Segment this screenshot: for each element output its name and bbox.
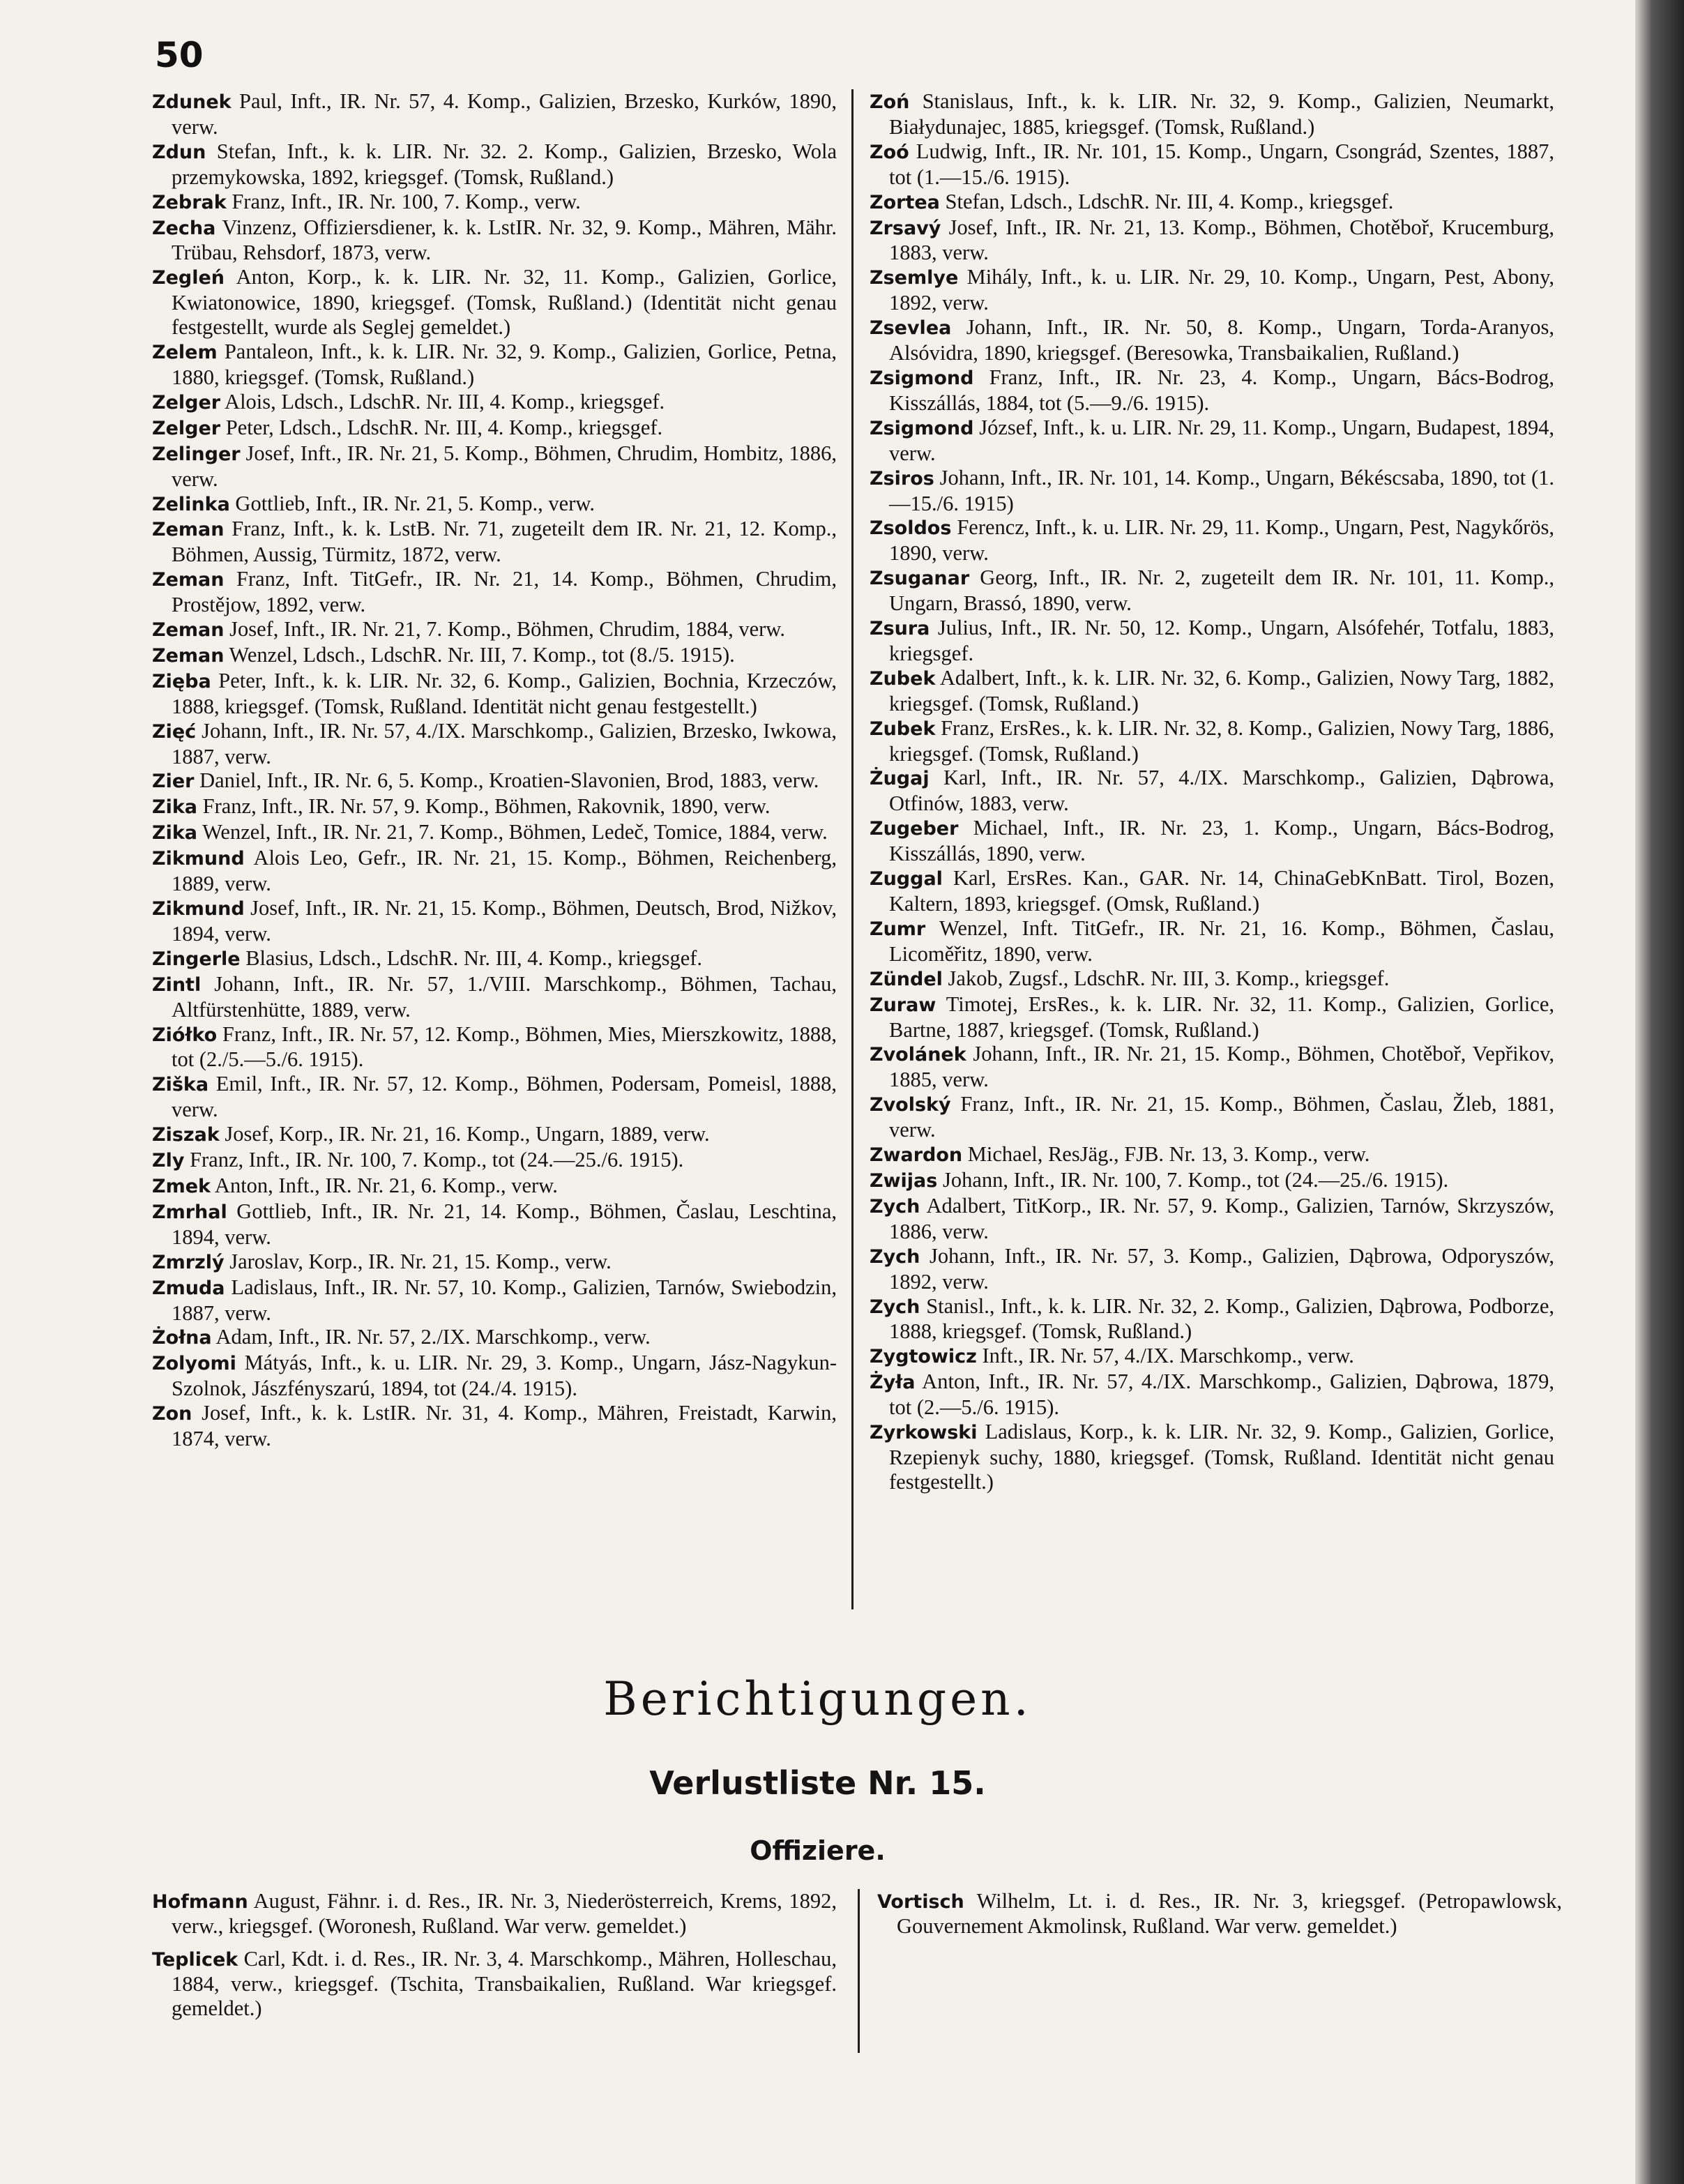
list-entry (152, 1122, 837, 1148)
entry-surname: Zingerle (152, 948, 241, 970)
entry-details: Johann, Inft., IR. Nr. 100, 7. Komp., tot (24.—25./6. 1915). (937, 1167, 1449, 1192)
entry-surname: Zwijas (870, 1169, 938, 1192)
entry-details: Timotej, ErsRes., k. k. LIR. Nr. 32, 11. Komp., Galizien, Gorlice, Bartne, 1887, kriegsgef. (Tomsk, Rußland.) (889, 992, 1554, 1042)
list-entry (152, 972, 837, 1022)
entry-surname: Żugaj (870, 768, 930, 790)
entry-surname: Zelger (152, 417, 221, 439)
entry-surname: Zyrkowski (870, 1422, 978, 1444)
entry-surname: Zikmund (152, 898, 245, 920)
entry-surname: Żyła (870, 1372, 916, 1394)
entry-surname: Zeman (152, 519, 225, 541)
page-number: 50 (155, 35, 204, 75)
list-entry (870, 916, 1554, 966)
corrections-left-column (152, 1889, 837, 2029)
list-entry (152, 492, 837, 517)
entry-surname: Zelinka (152, 493, 230, 515)
entry-details: Johann, Inft., IR. Nr. 101, 14. Komp., Ungarn, Békéscsaba, 1890, tot (1.—15./6. 1915) (889, 465, 1554, 515)
entry-details: Wenzel, Inft. TitGefr., IR. Nr. 21, 16. Komp., Böhmen, Časlau, Licoměřitz, 1890, verw. (889, 916, 1554, 966)
entry-surname: Zier (152, 771, 195, 793)
entry-details: Mihály, Inft., k. u. LIR. Nr. 29, 10. Komp., Ungarn, Pest, Abony, 1892, verw. (889, 265, 1554, 315)
entry-details: Emil, Inft., IR. Nr. 57, 12. Komp., Böhmen, Podersam, Pomeisl, 1888, verw. (172, 1072, 837, 1122)
entry-details: Anton, Korp., k. k. LIR. Nr. 32, 11. Komp., Galizien, Gorlice, Kwiatonowice, 1890, kriegsgef. (Tomsk, Rußland.) (Identität nicht genau festgestellt, wurde als Seglej gemeldet.) (172, 265, 837, 340)
list-entry (870, 716, 1554, 766)
list-entry (152, 441, 837, 492)
list-entry (870, 466, 1554, 516)
entry-details: Josef, Inft., k. k. LstIR. Nr. 31, 4. Komp., Mähren, Freistadt, Karwin, 1874, verw. (172, 1401, 837, 1451)
entry-details: Wenzel, Inft., IR. Nr. 21, 7. Komp., Böhmen, Ledeč, Tomice, 1884, verw. (197, 820, 828, 844)
entry-details: Inft., IR. Nr. 57, 4./IX. Marschkomp., verw. (976, 1344, 1354, 1368)
entry-details: Carl, Kdt. i. d. Res., IR. Nr. 3, 4. Marschkomp., Mähren, Holleschau, 1884, verw., kriegsgef. (Tschita, Transbaikalien, Rußland. War kriegsgef. gemeldet.) (172, 1947, 837, 2020)
list-entry (152, 1199, 837, 1250)
list-entry (870, 365, 1554, 416)
list-entry (870, 89, 1554, 139)
entry-details: Franz, Inft., IR. Nr. 100, 7. Komp., verw. (226, 189, 581, 213)
entry-details: Josef, Korp., IR. Nr. 21, 16. Komp., Ungarn, 1889, verw. (219, 1122, 710, 1146)
list-entry (152, 896, 837, 946)
entry-surname: Zvolský (870, 1094, 951, 1116)
entry-surname: Zdun (152, 141, 206, 163)
entry-details: Stefan, Inft., k. k. LIR. Nr. 32. 2. Komp., Galizien, Brzesko, Wola przemykowska, 1892, kriegsgef. (Tomsk, Rußland.) (172, 139, 837, 189)
list-entry (152, 643, 837, 669)
corrections-subtitle: Verlustliste Nr. 15. (649, 1764, 986, 1802)
list-entry (152, 946, 837, 972)
list-entry (152, 517, 837, 567)
entry-surname: Zelger (152, 391, 221, 414)
entry-details: Franz, Inft., IR. Nr. 100, 7. Komp., tot (24.—25./6. 1915). (184, 1148, 684, 1172)
list-entry (870, 215, 1554, 266)
entry-details: Peter, Inft., k. k. LIR. Nr. 32, 6. Komp., Galizien, Bochnia, Krzeczów, 1888, kriegsgef. (Tomsk, Rußland. Identität nicht genau festgestellt.) (172, 668, 837, 718)
list-entry (152, 1325, 837, 1351)
entry-details: Johann, Inft., IR. Nr. 21, 15. Komp., Böhmen, Chotěboř, Vepřikov, 1885, verw. (889, 1042, 1554, 1092)
entry-surname: Zsigmond (870, 417, 974, 439)
entry-surname: Zięba (152, 670, 211, 692)
entry-details: August, Fähnr. i. d. Res., IR. Nr. 3, Niederösterreich, Krems, 1892, verw., kriegsgef. (Woronesh, Rußland. War verw. gemeldet.) (172, 1889, 837, 1938)
entry-details: Ladislaus, Inft., IR. Nr. 57, 10. Komp., Galizien, Tarnów, Swiebodzin, 1887, verw. (172, 1275, 837, 1325)
corrections-title: Berichtigungen. (603, 1672, 1032, 1726)
list-entry (870, 1244, 1554, 1294)
left-column (152, 89, 837, 1451)
entry-details: Franz, Inft., IR. Nr. 57, 9. Komp., Böhmen, Rakovnik, 1890, verw. (197, 794, 771, 819)
list-entry (152, 1351, 837, 1401)
entry-details: Franz, Inft., IR. Nr. 23, 4. Komp., Ungarn, Bács-Bodrog, Kisszállás, 1884, tot (5.—9./6. 1915). (889, 365, 1554, 415)
entry-surname: Vortisch (877, 1891, 964, 1913)
entry-details: Adam, Inft., IR. Nr. 57, 2./IX. Marschkomp., verw. (211, 1325, 651, 1349)
entry-details: Franz, Inft., k. k. LstB. Nr. 71, zugeteilt dem IR. Nr. 21, 12. Komp., Böhmen, Aussig, Türmitz, 1872, verw. (172, 517, 837, 567)
list-entry (152, 215, 837, 266)
list-entry (152, 1174, 837, 1199)
list-entry (870, 966, 1554, 992)
list-entry (152, 1072, 837, 1122)
list-entry (152, 265, 837, 340)
entry-details: Johann, Inft., IR. Nr. 57, 3. Komp., Galizien, Dąbrowa, Odporyszów, 1892, verw. (889, 1243, 1554, 1294)
entry-details: Alois Leo, Gefr., IR. Nr. 21, 15. Komp., Böhmen, Reichenberg, 1889, verw. (172, 846, 837, 896)
entry-surname: Zoó (870, 141, 909, 163)
entry-surname: Zych (870, 1296, 920, 1318)
entry-details: Josef, Inft., IR. Nr. 21, 15. Komp., Böhmen, Deutsch, Brod, Nižkov, 1894, verw. (172, 896, 837, 946)
list-entry (152, 139, 837, 190)
entry-surname: Zygtowicz (870, 1346, 977, 1368)
entry-details: Franz, Inft. TitGefr., IR. Nr. 21, 14. Komp., Böhmen, Chrudim, Prostějow, 1892, verw. (172, 567, 837, 617)
entry-details: Paul, Inft., IR. Nr. 57, 4. Komp., Galizien, Brzesko, Kurków, 1890, verw. (172, 89, 837, 139)
entry-surname: Zrsavý (870, 217, 941, 239)
entry-details: Vinzenz, Offiziersdiener, k. k. LstIR. Nr. 32, 9. Komp., Mähren, Mähr. Trübau, Rehsdorf, 1873, verw. (172, 215, 837, 265)
entry-details: Jakob, Zugsf., LdschR. Nr. III, 3. Komp., kriegsgef. (942, 966, 1390, 990)
entry-surname: Zeman (152, 569, 225, 591)
list-entry (152, 1275, 837, 1326)
entry-surname: Zelem (152, 342, 218, 364)
entry-details: Pantaleon, Inft., k. k. LIR. Nr. 32, 9. Komp., Galizien, Gorlice, Petna, 1880, kriegsgef. (Tomsk, Rußland.) (172, 340, 837, 389)
entry-surname: Zuraw (870, 994, 936, 1016)
list-entry (152, 820, 837, 846)
entry-details: Blasius, Ldsch., LdschR. Nr. III, 4. Komp., kriegsgef. (240, 946, 703, 970)
scan-edge (1635, 0, 1684, 2184)
entry-details: Franz, Inft., IR. Nr. 57, 12. Komp., Böhmen, Mies, Mierszkowitz, 1888, tot (2./5.—5./6. 1915). (172, 1022, 837, 1072)
entry-surname: Zmrhal (152, 1201, 227, 1223)
entry-details: Stanislaus, Inft., k. k. LIR. Nr. 32, 9. Komp., Galizien, Neumarkt, Białydunajec, 1885, kriegsgef. (Tomsk, Rußland.) (889, 89, 1554, 139)
entry-surname: Zwardon (870, 1144, 963, 1167)
entry-surname: Zvolánek (870, 1044, 966, 1066)
list-entry (870, 616, 1554, 666)
entry-surname: Zdunek (152, 91, 232, 113)
entry-details: Josef, Inft., IR. Nr. 21, 7. Komp., Böhmen, Chrudim, 1884, verw. (224, 617, 785, 642)
entry-surname: Zsevlea (870, 317, 952, 340)
list-entry (870, 566, 1554, 616)
entry-surname: Zmek (152, 1175, 211, 1197)
entry-surname: Zikmund (152, 848, 245, 870)
list-entry (152, 719, 837, 769)
entry-details: Michael, Inft., IR. Nr. 23, 1. Komp., Ungarn, Bács-Bodrog, Kisszállás, 1890, verw. (889, 816, 1554, 866)
entry-surname: Zeman (152, 644, 225, 667)
entry-surname: Zsiros (870, 467, 934, 490)
entry-details: Ferencz, Inft., k. u. LIR. Nr. 29, 11. Komp., Ungarn, Pest, Nagykőrös, 1890, verw. (889, 515, 1554, 566)
entry-surname: Zebrak (152, 191, 227, 213)
entry-surname: Ziółko (152, 1024, 218, 1046)
entry-details: Julius, Inft., IR. Nr. 50, 12. Komp., Ungarn, Alsófehér, Totfalu, 1883, kriegsgef. (889, 616, 1554, 665)
list-entry (152, 794, 837, 820)
entry-details: Josef, Inft., IR. Nr. 21, 13. Komp., Böhmen, Chotěboř, Krucemburg, 1883, verw. (889, 215, 1554, 265)
corrections-section: Offiziere. (750, 1835, 886, 1866)
entry-details: Karl, Inft., IR. Nr. 57, 4./IX. Marschkomp., Galizien, Dąbrowa, Otfinów, 1883, verw. (889, 766, 1554, 816)
entry-surname: Zegleń (152, 267, 225, 289)
list-entry (870, 666, 1554, 716)
entry-surname: Zolyomi (152, 1353, 236, 1375)
entry-details: Peter, Ldsch., LdschR. Nr. III, 4. Komp., kriegsgef. (220, 415, 663, 439)
list-entry (152, 1401, 837, 1451)
entry-surname: Hofmann (152, 1891, 248, 1913)
list-entry (152, 1148, 837, 1174)
entry-surname: Zych (870, 1245, 920, 1268)
list-entry (152, 846, 837, 896)
list-entry (152, 617, 837, 643)
entry-details: Jaroslav, Korp., IR. Nr. 21, 15. Komp., verw. (224, 1249, 612, 1273)
list-entry (152, 567, 837, 617)
entry-details: Georg, Inft., IR. Nr. 2, zugeteilt dem IR. Nr. 101, 11. Komp., Ungarn, Brassó, 1890, verw. (889, 566, 1554, 616)
list-entry (870, 1168, 1554, 1194)
entry-details: Wenzel, Ldsch., LdschR. Nr. III, 7. Komp., tot (8./5. 1915). (224, 642, 735, 667)
list-entry (870, 190, 1554, 215)
entry-surname: Zsura (870, 618, 930, 640)
entry-surname: Zuggal (870, 868, 943, 890)
entry-details: Ladislaus, Korp., k. k. LIR. Nr. 32, 9. Komp., Galizien, Gorlice, Rzepienyk suchy, 1880, kriegsgef. (Tomsk, Rußland. Identität nicht genau festgestellt.) (889, 1420, 1554, 1494)
entry-details: Wilhelm, Lt. i. d. Res., IR. Nr. 3, kriegsgef. (Petropawlowsk, Gouvernement Akmolinsk, Rußland. War verw. gemeldet.) (897, 1889, 1562, 1938)
entry-details: Adalbert, Inft., k. k. LIR. Nr. 32, 6. Komp., Galizien, Nowy Targ, 1882, kriegsgef. (Tomsk, Rußland.) (889, 665, 1554, 715)
list-entry (152, 390, 837, 416)
list-entry (870, 515, 1554, 566)
entry-surname: Zych (870, 1195, 920, 1218)
entry-surname: Zubek (870, 667, 936, 690)
list-entry (870, 265, 1554, 315)
corrections-right-column (877, 1889, 1562, 1947)
entry-details: Adalbert, TitKorp., IR. Nr. 57, 9. Komp., Galizien, Tarnów, Skrzyszów, 1886, verw. (889, 1193, 1554, 1243)
entry-surname: Ziszak (152, 1124, 220, 1146)
entry-surname: Zumr (870, 918, 926, 940)
entry-details: Anton, Inft., IR. Nr. 21, 6. Komp., verw. (210, 1173, 558, 1197)
list-entry (870, 816, 1554, 866)
list-entry (870, 1042, 1554, 1092)
entry-surname: Zsemlye (870, 267, 959, 289)
entry-surname: Zika (152, 796, 198, 819)
entry-surname: Zugeber (870, 818, 959, 840)
entry-surname: Zoń (870, 91, 910, 113)
list-entry (870, 139, 1554, 190)
entry-details: Daniel, Inft., IR. Nr. 6, 5. Komp., Kroatien-Slavonien, Brod, 1883, verw. (194, 768, 819, 793)
list-entry (152, 1947, 837, 2021)
entry-surname: Zięć (152, 720, 197, 743)
column-divider (851, 89, 854, 1609)
list-entry (870, 992, 1554, 1042)
entry-surname: Zsuganar (870, 568, 970, 590)
list-entry (152, 1250, 837, 1275)
entry-surname: Zubek (870, 718, 936, 740)
list-entry (870, 1092, 1554, 1142)
list-entry (877, 1889, 1562, 1939)
list-entry (870, 416, 1554, 466)
entry-details: Stanisl., Inft., k. k. LIR. Nr. 32, 2. Komp., Galizien, Dąbrowa, Podborze, 1888, kriegsgef. (Tomsk, Rußland.) (889, 1294, 1554, 1344)
list-entry (870, 1370, 1554, 1420)
right-column (870, 89, 1554, 1494)
entry-surname: Zecha (152, 217, 216, 239)
list-entry (152, 416, 837, 441)
entry-details: Johann, Inft., IR. Nr. 50, 8. Komp., Ungarn, Torda-Aranyos, Alsóvidra, 1890, kriegsgef. (Beresowka, Transbaikalien, Rußland.) (889, 315, 1554, 365)
entry-details: Stefan, Ldsch., LdschR. Nr. III, 4. Komp., kriegsgef. (939, 189, 1394, 213)
list-entry (152, 190, 837, 215)
list-entry (870, 1344, 1554, 1370)
entry-details: József, Inft., k. u. LIR. Nr. 29, 11. Komp., Ungarn, Budapest, 1894, verw. (889, 415, 1554, 465)
entry-surname: Zsoldos (870, 517, 952, 540)
list-entry (870, 315, 1554, 365)
entry-details: Johann, Inft., IR. Nr. 57, 4./IX. Marschkomp., Galizien, Brzesko, Iwkowa, 1887, verw. (172, 718, 837, 768)
list-entry (152, 1889, 837, 1939)
list-entry (870, 766, 1554, 816)
entry-surname: Zortea (870, 191, 940, 213)
entry-surname: Zmuda (152, 1277, 225, 1299)
entry-details: Michael, ResJäg., FJB. Nr. 13, 3. Komp., verw. (962, 1142, 1370, 1167)
list-entry (152, 1022, 837, 1072)
entry-details: Mátyás, Inft., k. u. LIR. Nr. 29, 3. Komp., Ungarn, Jász-Nagykun-Szolnok, Jászfényszarú, 1894, tot (24./4. 1915). (172, 1351, 837, 1401)
entry-surname: Ziška (152, 1074, 209, 1096)
entry-surname: Zelinger (152, 443, 241, 465)
list-entry (870, 866, 1554, 916)
corrections-column-divider (858, 1889, 860, 2053)
entry-surname: Żołna (152, 1327, 212, 1349)
list-entry (152, 340, 837, 390)
entry-details: Alois, Ldsch., LdschR. Nr. III, 4. Komp., kriegsgef. (220, 389, 665, 414)
entry-details: Karl, ErsRes. Kan., GAR. Nr. 14, ChinaGebKnBatt. Tirol, Bozen, Kaltern, 1893, kriegsgef. (Omsk, Rußland.) (889, 866, 1554, 916)
list-entry (870, 1142, 1554, 1168)
list-entry (870, 1420, 1554, 1494)
entry-surname: Zsigmond (870, 367, 974, 389)
entry-details: Gottlieb, Inft., IR. Nr. 21, 14. Komp., Böhmen, Časlau, Leschtina, 1894, verw. (172, 1199, 837, 1249)
list-entry (152, 768, 837, 794)
entry-surname: Zmrzlý (152, 1251, 225, 1273)
entry-surname: Zon (152, 1403, 192, 1425)
entry-details: Ludwig, Inft., IR. Nr. 101, 15. Komp., Ungarn, Csongrád, Szentes, 1887, tot (1.—15./6. 1915). (889, 139, 1554, 189)
entry-details: Franz, ErsRes., k. k. LIR. Nr. 32, 8. Komp., Galizien, Nowy Targ, 1886, kriegsgef. (Tomsk, Rußland.) (889, 715, 1554, 766)
list-entry (870, 1294, 1554, 1344)
list-entry (152, 89, 837, 139)
entry-surname: Zika (152, 822, 198, 844)
entry-details: Franz, Inft., IR. Nr. 21, 15. Komp., Böhmen, Časlau, Žleb, 1881, verw. (889, 1092, 1554, 1142)
entry-details: Gottlieb, Inft., IR. Nr. 21, 5. Komp., verw. (229, 491, 596, 515)
entry-surname: Zly (152, 1150, 185, 1172)
list-entry (152, 669, 837, 719)
entry-details: Johann, Inft., IR. Nr. 57, 1./VIII. Marschkomp., Böhmen, Tachau, Altfürstenhütte, 1889, verw. (172, 971, 837, 1022)
entry-surname: Zündel (870, 968, 943, 990)
list-entry (870, 1194, 1554, 1244)
entry-surname: Zeman (152, 619, 225, 642)
entry-surname: Zintl (152, 973, 202, 996)
entry-surname: Teplicek (152, 1949, 238, 1971)
entry-details: Josef, Inft., IR. Nr. 21, 5. Komp., Böhmen, Chrudim, Hombitz, 1886, verw. (172, 441, 837, 491)
entry-details: Anton, Inft., IR. Nr. 57, 4./IX. Marschkomp., Galizien, Dąbrowa, 1879, tot (2.—5./6. 1915). (889, 1370, 1554, 1420)
